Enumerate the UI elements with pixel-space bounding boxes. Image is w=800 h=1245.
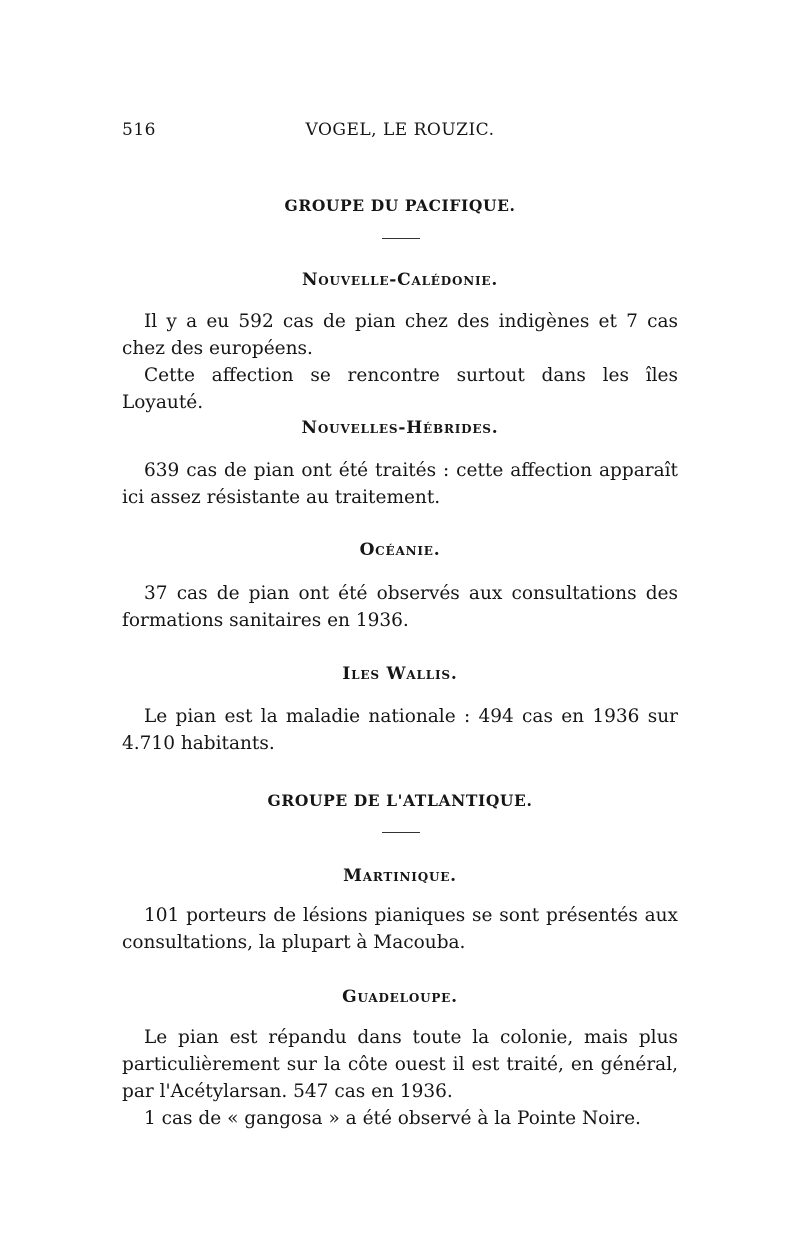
running-head (122, 120, 678, 142)
heading-nouvelle-caledonie: Nouvelle-Calédonie. (301, 270, 499, 290)
running-title: VOGEL, LE ROUZIC. (305, 120, 495, 140)
heading-nouvelles-hebrides: Nouvelles-Hébrides. (301, 418, 499, 438)
paragraph-iles-wallis (122, 703, 678, 757)
paragraph-text: Le pian est répandu dans toute la colonie, mais plus particulièrement sur la côte ouest il est traité, en général, par l'Acétylarsan. 547 cas en 1936. (122, 1027, 678, 1102)
heading-martinique: Martinique. (343, 866, 457, 886)
heading-iles-wallis: Iles Wallis. (342, 664, 458, 684)
page-number: 516 (122, 120, 156, 140)
paragraph-nouvelles-hebrides (122, 457, 678, 511)
group-title-pacific: GROUPE DU PACIFIQUE. (284, 196, 516, 215)
paragraph-text: Le pian est la maladie nationale : 494 cas en 1936 sur 4.710 habitants. (122, 706, 678, 754)
paragraph-text: 639 cas de pian ont été traités : cette affection apparaît ici assez résistante au traitement. (122, 460, 678, 508)
paragraph-nouvelle-caledonie (122, 308, 678, 416)
paragraph-guadeloupe (122, 1024, 678, 1132)
paragraph-text: 37 cas de pian ont été observés aux consultations des formations sanitaires en 1936. (122, 583, 678, 631)
heading-oceanie: Océanie. (359, 540, 441, 560)
paragraph-text: 101 porteurs de lésions pianiques se sont présentés aux consultations, la plupart à Macouba. (122, 905, 678, 953)
paragraph-martinique (122, 902, 678, 956)
paragraph-text: Il y a eu 592 cas de pian chez des indigènes et 7 cas chez des européens. (122, 311, 678, 359)
group-title-atlantic: GROUPE DE L'ATLANTIQUE. (267, 791, 533, 810)
paragraph-text: 1 cas de « gangosa » a été observé à la Pointe Noire. (144, 1108, 641, 1129)
paragraph-oceanie (122, 580, 678, 634)
paragraph-text: Cette affection se rencontre surtout dans les îles Loyauté. (122, 365, 678, 413)
section-rule (382, 238, 420, 239)
section-rule (382, 832, 420, 833)
heading-guadeloupe: Guadeloupe. (342, 987, 458, 1007)
